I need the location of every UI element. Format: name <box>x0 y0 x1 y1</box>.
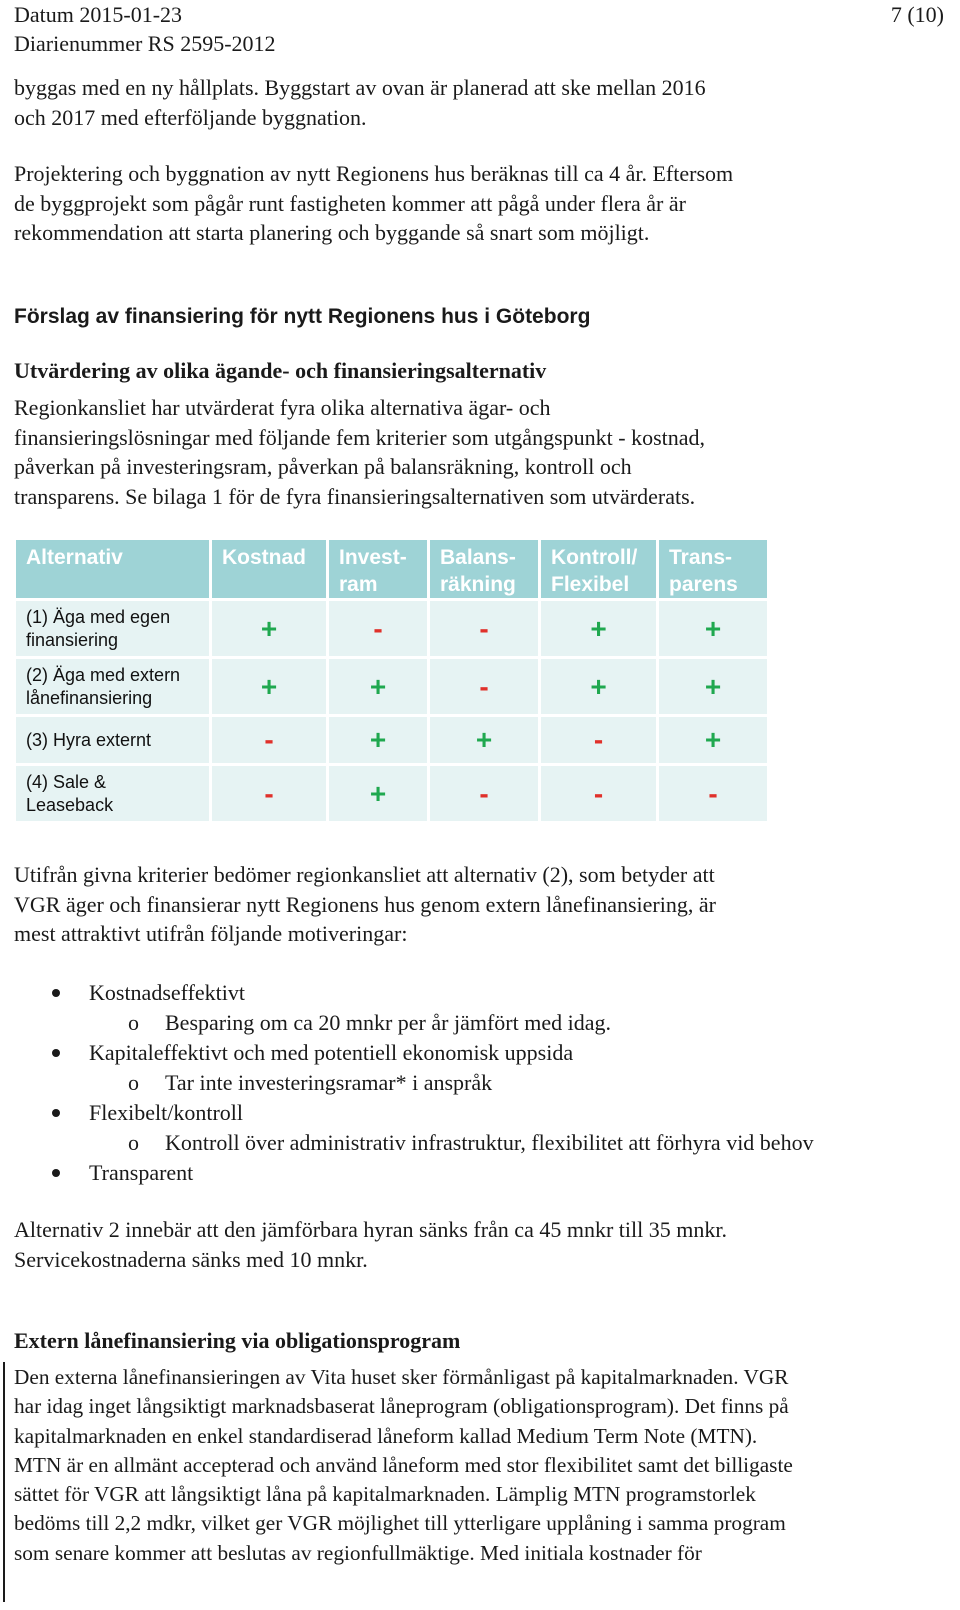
motivation-list <box>0 978 814 1188</box>
change-bar <box>3 1362 5 1602</box>
header-investram: Invest- ram <box>329 540 430 598</box>
paragraph-recommendation: Utifrån givna kriterier bedömer regionkansliet att alternativ (2), som betyder att VGR äger och finansierar nytt Regionens hus genom extern lånefinansiering, är mest attraktivt utifrån följande motiveringar: <box>14 862 716 946</box>
minus-mark: - <box>212 714 329 763</box>
list-subitem: o Kontroll över administrativ infrastruktur, flexibilitet att förhyra vid behov <box>0 1128 814 1158</box>
subheading-bond-program: Extern lånefinansiering via obligationsprogram <box>14 1328 461 1353</box>
paragraph-construction-start: byggas med en ny hållplats. Byggstart av ovan är planerad att ske mellan 2016 och 2017 med efterföljande byggnation. <box>14 75 706 130</box>
row-label: (1) Äga med egen finansiering <box>16 598 212 656</box>
plus-mark: + <box>659 656 770 714</box>
minus-mark: - <box>541 763 659 821</box>
list-item: Kapitaleffektivt och med potentiell ekonomisk uppsida <box>0 1038 814 1068</box>
paragraph-evaluation: Regionkansliet har utvärderat fyra olika alternativa ägar- och finansieringslösningar med följande fem kriterier som utgångspunkt - kostnad, påverkan på investeringsram, påverkan på balansräkning, kontroll och transparens. Se bilaga 1 för de fyra finansieringsalternativen som utvärderats. <box>14 395 706 509</box>
plus-mark: + <box>329 763 430 821</box>
minus-mark: - <box>329 598 430 656</box>
paragraph-project-duration: Projektering och byggnation av nytt Regionens hus beräknas till ca 4 år. Eftersom de byggprojekt som pågår runt fastigheten kommer att pågå under flera år är rekommendation att starta planering och byggande så snart som möjligt. <box>14 161 734 245</box>
list-item: Transparent <box>0 1158 814 1188</box>
row-label: (4) Sale & Leaseback <box>16 763 212 821</box>
plus-mark: + <box>659 598 770 656</box>
diary-number: Diarienummer RS 2595-2012 <box>14 31 276 56</box>
section-title: Förslag av finansiering för nytt Regionens hus i Göteborg <box>14 305 591 328</box>
minus-mark: - <box>541 714 659 763</box>
document-date: Datum 2015-01-23 <box>14 2 183 27</box>
sub-bullet-icon: o <box>128 1010 139 1035</box>
row-label: (3) Hyra externt <box>16 714 212 763</box>
page-header <box>14 0 944 58</box>
list-subitem: o Tar inte investeringsramar* i anspråk <box>0 1068 814 1098</box>
plus-mark: + <box>430 714 541 763</box>
header-alternativ: Alternativ <box>16 540 212 598</box>
table-row <box>16 598 770 656</box>
plus-mark: + <box>212 598 329 656</box>
row-label: (2) Äga med extern lånefinansiering <box>16 656 212 714</box>
plus-mark: + <box>329 714 430 763</box>
paragraph-mtn: Den externa lånefinansieringen av Vita huset sker förmånligast på kapitalmarknaden. VGR har idag inget långsiktigt marknadsbaserat låneprogram (obligationsprogram). Det finns på kapitalmarknaden en enkel standardiserad låneform kallad Medium Term Note (MTN). MTN är en allmänt accepterad och använd låneform med stor flexibilitet samt det billigaste sättet för VGR att långsiktigt låna på kapitalmarknaden. Lämplig MTN programstorlek bedöms till 2,2 mdkr, vilket ger VGR möjlighet till ytterligare upplåning i samma program som senare kommer att beslutas av regionfullmäktige. Med initiala kostnader för <box>14 1365 793 1565</box>
header-transparens: Trans- parens <box>659 540 770 598</box>
minus-mark: - <box>430 763 541 821</box>
plus-mark: + <box>541 598 659 656</box>
sub-bullet-icon: o <box>128 1130 139 1155</box>
plus-mark: + <box>329 656 430 714</box>
table-row <box>16 656 770 714</box>
table-row <box>16 714 770 763</box>
header-balansrakning: Balans- räkning <box>430 540 541 598</box>
table-header-row <box>16 540 770 598</box>
minus-mark: - <box>430 598 541 656</box>
sub-bullet-icon: o <box>128 1070 139 1095</box>
plus-mark: + <box>659 714 770 763</box>
alternatives-table <box>16 540 770 821</box>
list-item: Kostnadseffektivt <box>0 978 814 1008</box>
header-kontroll: Kontroll/ Flexibel <box>541 540 659 598</box>
list-subitem: o Besparing om ca 20 mnkr per år jämfört med idag. <box>0 1008 814 1038</box>
bullet-icon <box>52 1169 60 1177</box>
minus-mark: - <box>659 763 770 821</box>
subheading-evaluation: Utvärdering av olika ägande- och finansieringsalternativ <box>14 358 547 383</box>
bullet-icon <box>52 1109 60 1117</box>
bullet-icon <box>52 989 60 997</box>
bullet-icon <box>52 1049 60 1057</box>
page-number: 7 (10) <box>890 2 944 27</box>
header-kostnad: Kostnad <box>212 540 329 598</box>
minus-mark: - <box>212 763 329 821</box>
table-row <box>16 763 770 821</box>
plus-mark: + <box>541 656 659 714</box>
plus-mark: + <box>212 656 329 714</box>
minus-mark: - <box>430 656 541 714</box>
paragraph-rent-reduction: Alternativ 2 innebär att den jämförbara hyran sänks från ca 45 mnkr till 35 mnkr. Servicekostnaderna sänks med 10 mnkr. <box>14 1217 727 1272</box>
list-item: Flexibelt/kontroll <box>0 1098 814 1128</box>
